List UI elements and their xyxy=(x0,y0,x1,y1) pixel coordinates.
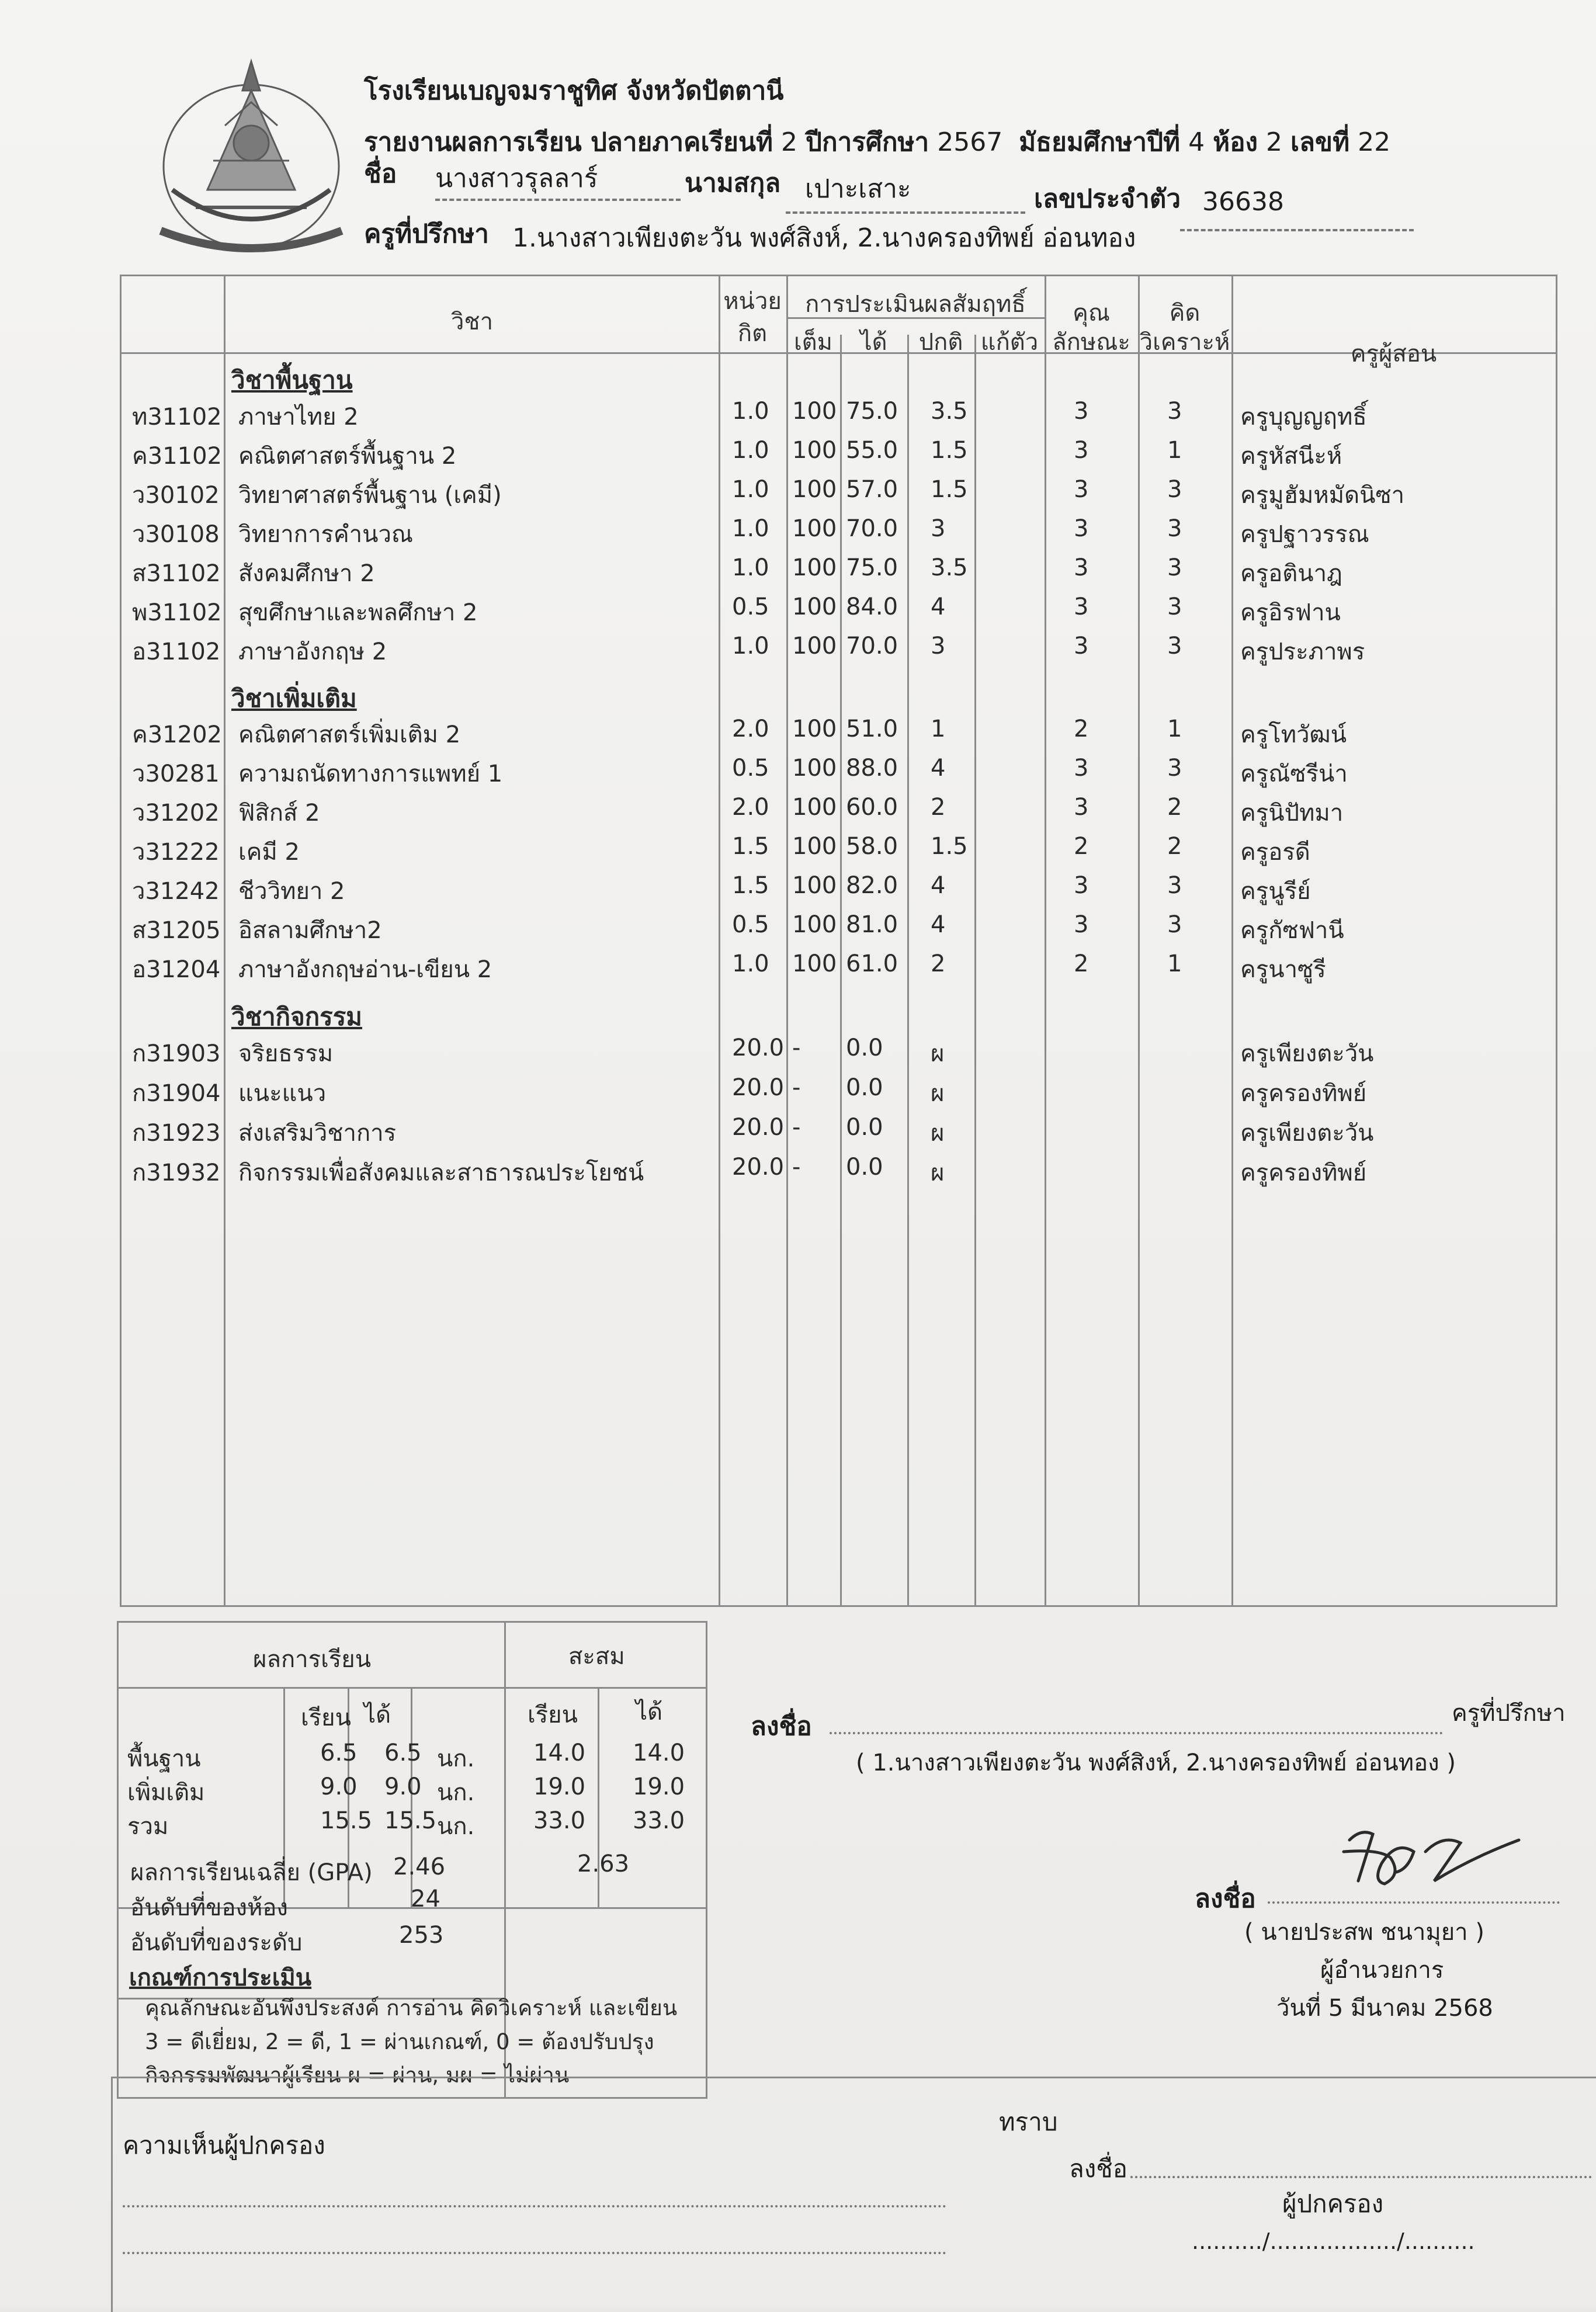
grade: 3 xyxy=(931,515,946,542)
score: 81.0 xyxy=(846,911,898,938)
rank-room-label: อันดับที่ของห้อง xyxy=(130,1894,288,1921)
characteristic-rating: 3 xyxy=(1074,872,1089,899)
table-row xyxy=(122,872,1556,911)
table-row xyxy=(122,716,1556,754)
credit: 1.0 xyxy=(732,476,769,503)
thinking-rating: 3 xyxy=(1167,911,1182,938)
col-think-1: คิด xyxy=(1169,300,1201,327)
subject-name: ภาษาไทย 2 xyxy=(238,404,359,431)
student-number: 22 xyxy=(1358,127,1391,157)
summary-row-label: เพิ่มเติม xyxy=(127,1779,205,1806)
teacher-name: ครูหัสนีะห์ xyxy=(1240,443,1342,470)
full-score: 100 xyxy=(792,515,837,542)
teacher-name: ครูเพียงตะวัน xyxy=(1240,1120,1374,1147)
credit: 0.5 xyxy=(732,593,769,620)
characteristic-rating: 3 xyxy=(1074,437,1089,464)
parent-role: ผู้ปกครอง xyxy=(1282,2189,1384,2218)
thinking-rating: 1 xyxy=(1167,950,1182,977)
director-sign-label: ลงชื่อ xyxy=(1195,1884,1256,1914)
school-name: โรงเรียนเบญจมราชูทิศ จังหวัดปัตตานี xyxy=(364,76,784,106)
full-score: 100 xyxy=(792,872,837,899)
full-score: 100 xyxy=(792,398,837,425)
col-full: เต็ม xyxy=(793,329,832,356)
number-label: เลขที่ xyxy=(1290,127,1350,157)
credit: 20.0 xyxy=(732,1114,785,1141)
thinking-rating: 3 xyxy=(1167,515,1182,542)
advisor-sign-names: ( 1.นางสาวเพียงตะวัน พงศ์สิงห์, 2.นางครองทิพย์ อ่อนทอง ) xyxy=(856,1749,1456,1776)
subject-code: ส31102 xyxy=(132,560,221,587)
grades-table xyxy=(120,275,1557,1607)
summary-cum-study: 19.0 xyxy=(533,1773,586,1800)
student-surname: เปาะเสาะ xyxy=(805,174,911,204)
grade: 2 xyxy=(931,950,946,977)
surname-dotline xyxy=(786,211,1025,214)
year-label: ปีการศึกษา xyxy=(806,127,929,157)
room: 2 xyxy=(1265,127,1282,157)
subject-code: อ31102 xyxy=(132,638,221,665)
table-row xyxy=(122,950,1556,989)
result-label: ผลการเรียน xyxy=(253,1646,372,1673)
grade: 2 xyxy=(931,794,946,821)
subject-code: ว31222 xyxy=(132,839,220,866)
teacher-name: ครูเพียงตะวัน xyxy=(1240,1040,1374,1067)
full-score: - xyxy=(792,1035,801,1061)
opinion-line-2[interactable] xyxy=(123,2252,946,2254)
characteristic-rating: 3 xyxy=(1074,398,1089,425)
criteria-title: เกณฑ์การประเมิน xyxy=(129,1964,312,1991)
credit: 1.0 xyxy=(732,437,769,464)
opinion-line-1[interactable] xyxy=(123,2205,946,2207)
credit: 1.0 xyxy=(732,950,769,977)
thinking-rating: 3 xyxy=(1167,398,1182,425)
summary-study: 9.0 xyxy=(320,1773,358,1800)
score: 70.0 xyxy=(846,515,898,542)
report-title xyxy=(364,121,1390,162)
teacher-name: ครูครองทิพย์ xyxy=(1240,1080,1367,1107)
grade: 1.5 xyxy=(931,437,968,464)
grade: 4 xyxy=(931,911,946,938)
room-label: ห้อง xyxy=(1213,127,1258,157)
subject-name: คณิตศาสตร์เพิ่มเติม 2 xyxy=(238,721,461,748)
summary-got: 15.5 xyxy=(384,1807,437,1834)
section-additional: วิชาเพิ่มเติม xyxy=(231,684,357,713)
teacher-name: ครูกัซฟานี xyxy=(1240,917,1344,944)
table-row xyxy=(122,515,1556,554)
col-char-2: ลักษณะ xyxy=(1052,329,1130,356)
grade: 1 xyxy=(931,716,946,742)
summary-line xyxy=(119,1687,706,1689)
table-row xyxy=(122,794,1556,832)
subject-name: กิจกรรมเพื่อสังคมและสาธารณประโยชน์ xyxy=(238,1160,644,1186)
advisor-sign-line xyxy=(830,1732,1443,1734)
subject-code: ค31202 xyxy=(132,721,223,748)
parent-sign-label: ลงชื่อ xyxy=(1069,2154,1127,2183)
subject-code: อ31204 xyxy=(132,956,221,983)
characteristic-rating: 3 xyxy=(1074,633,1089,659)
thinking-rating: 3 xyxy=(1167,476,1182,503)
teacher-name: ครูอิรฟาน xyxy=(1240,599,1341,626)
characteristic-rating: 3 xyxy=(1074,476,1089,503)
table-row xyxy=(122,476,1556,515)
subject-name: ภาษาอังกฤษอ่าน-เขียน 2 xyxy=(238,956,492,983)
summary-cum-study: 33.0 xyxy=(533,1807,586,1834)
full-score: - xyxy=(792,1074,801,1101)
credit: 1.0 xyxy=(732,554,769,581)
characteristic-rating: 2 xyxy=(1074,833,1089,860)
study-header: เรียน xyxy=(301,1705,351,1731)
credit: 20.0 xyxy=(732,1035,785,1061)
full-score: 100 xyxy=(792,911,837,938)
director-sign-line xyxy=(1268,1901,1560,1904)
col-think-2: วิเคราะห์ xyxy=(1139,329,1230,356)
grade: 1.5 xyxy=(931,833,968,860)
parent-sign-line[interactable] xyxy=(1130,2176,1592,2178)
full-score: 100 xyxy=(792,476,837,503)
credit: 20.0 xyxy=(732,1074,785,1101)
subject-name: สังคมศึกษา 2 xyxy=(238,560,375,587)
teacher-name: ครูโทวัฒน์ xyxy=(1240,721,1347,748)
grade: 4 xyxy=(931,872,946,899)
score: 0.0 xyxy=(846,1154,883,1181)
characteristic-rating: 3 xyxy=(1074,911,1089,938)
surname-label: นามสกุล xyxy=(685,168,781,198)
cumulative-label: สะสม xyxy=(568,1643,625,1670)
score: 70.0 xyxy=(846,633,898,659)
grade: ผ xyxy=(931,1080,945,1107)
thinking-rating: 2 xyxy=(1167,794,1182,821)
table-row xyxy=(122,633,1556,671)
grade: 3.5 xyxy=(931,554,968,581)
subject-name: วิทยาศาสตร์พื้นฐาน (เคมี) xyxy=(238,482,502,509)
col-credit-1: หน่วย xyxy=(723,288,782,315)
subject-code: ว30102 xyxy=(132,482,220,509)
table-row xyxy=(122,593,1556,632)
summary-row-label: พื้นฐาน xyxy=(127,1745,201,1772)
subject-code: ก31904 xyxy=(132,1080,221,1107)
credit: 1.0 xyxy=(732,398,769,425)
parent-ack: ทราบ xyxy=(999,2108,1058,2136)
col-normal: ปกติ xyxy=(918,329,963,356)
id-dotline xyxy=(1180,229,1414,231)
criteria-line-2: 3 = ดีเยี่ยม, 2 = ดี, 1 = ผ่านเกณฑ์, 0 = ต้องปรับปรุง xyxy=(145,2029,654,2054)
table-row xyxy=(122,1154,1556,1192)
subject-name: ฟิสิกส์ 2 xyxy=(238,800,320,827)
characteristic-rating: 3 xyxy=(1074,593,1089,620)
teacher-name: ครูบุญญฤทธิ์ xyxy=(1240,404,1367,431)
subject-name: ความถนัดทางการแพทย์ 1 xyxy=(238,761,503,787)
subject-name: แนะแนว xyxy=(238,1080,327,1107)
full-score: 100 xyxy=(792,554,837,581)
teacher-name: ครูครองทิพย์ xyxy=(1240,1160,1367,1186)
advisor-names: 1.นางสาวเพียงตะวัน พงศ์สิงห์, 2.นางครองทิพย์ อ่อนทอง xyxy=(512,223,1136,253)
thinking-rating: 2 xyxy=(1167,833,1182,860)
section-basic: วิชาพื้นฐาน xyxy=(231,366,353,394)
teacher-name: ครูอรดี xyxy=(1240,839,1310,866)
class-label: มัธยมศึกษาปีที่ xyxy=(1019,127,1181,157)
score: 84.0 xyxy=(846,593,898,620)
col-teacher: ครูผู้สอน xyxy=(1350,341,1437,367)
school-logo xyxy=(126,55,383,254)
score: 58.0 xyxy=(846,833,898,860)
full-score: 100 xyxy=(792,950,837,977)
director-name: ( นายประสพ ชนามุยา ) xyxy=(1244,1919,1484,1946)
summary-study: 6.5 xyxy=(320,1740,358,1766)
subject-code: ก31932 xyxy=(132,1160,221,1186)
characteristic-rating: 2 xyxy=(1074,716,1089,742)
full-score: 100 xyxy=(792,833,837,860)
col-char-1: คุณ xyxy=(1073,300,1110,327)
full-score: 100 xyxy=(792,755,837,782)
score: 57.0 xyxy=(846,476,898,503)
score: 55.0 xyxy=(846,437,898,464)
characteristic-rating: 3 xyxy=(1074,515,1089,542)
name-dotline xyxy=(435,199,681,201)
teacher-name: ครูนูรีย์ xyxy=(1240,878,1311,905)
score: 61.0 xyxy=(846,950,898,977)
subject-name: เคมี 2 xyxy=(238,839,300,866)
semester: 2 xyxy=(781,127,798,157)
subject-code: ค31102 xyxy=(132,443,223,470)
advisor-role: ครูที่ปรึกษา xyxy=(1452,1700,1566,1727)
score: 0.0 xyxy=(846,1074,883,1101)
score: 88.0 xyxy=(846,755,898,782)
rank-room-value: 24 xyxy=(411,1886,440,1912)
thinking-rating: 3 xyxy=(1167,633,1182,659)
gpa-value: 2.46 xyxy=(393,1853,446,1880)
teacher-name: ครูปฐาวรรณ xyxy=(1240,521,1369,548)
subject-name: จริยธรรม xyxy=(238,1040,334,1067)
credit: 1.0 xyxy=(732,633,769,659)
table-row xyxy=(122,554,1556,593)
grade: ผ xyxy=(931,1160,945,1186)
subject-name: วิทยาการคำนวณ xyxy=(238,521,414,548)
credit: 2.0 xyxy=(732,716,769,742)
table-row xyxy=(122,911,1556,950)
credit: 1.5 xyxy=(732,872,769,899)
full-score: - xyxy=(792,1154,801,1181)
subject-code: พ31102 xyxy=(132,599,222,626)
teacher-name: ครูมูฮัมหมัดนิซา xyxy=(1240,482,1405,509)
characteristic-rating: 3 xyxy=(1074,554,1089,581)
summary-cum-study: 14.0 xyxy=(533,1740,586,1766)
summary-cum-got: 33.0 xyxy=(633,1807,685,1834)
table-row xyxy=(122,1114,1556,1152)
director-role: ผู้อำนวยการ xyxy=(1320,1957,1444,1984)
teacher-name: ครูนิปัทมา xyxy=(1240,800,1344,827)
credit: 1.0 xyxy=(732,515,769,542)
grade: ผ xyxy=(931,1120,945,1147)
summary-unit: นก. xyxy=(437,1779,475,1806)
col-subject: วิชา xyxy=(450,308,494,335)
subject-name: คณิตศาสตร์พื้นฐาน 2 xyxy=(238,443,457,470)
table-row xyxy=(122,755,1556,793)
summary-study: 15.5 xyxy=(320,1807,373,1834)
full-score: 100 xyxy=(792,593,837,620)
subject-name: อิสลามศึกษา2 xyxy=(238,917,382,944)
summary-cum-got: 14.0 xyxy=(633,1740,685,1766)
credit: 0.5 xyxy=(732,755,769,782)
grade: 4 xyxy=(931,755,946,782)
credit: 1.5 xyxy=(732,833,769,860)
grade: ผ xyxy=(931,1040,945,1067)
score: 75.0 xyxy=(846,398,898,425)
teacher-name: ครูนาซูรี xyxy=(1240,956,1326,983)
student-name: นางสาวรุลลาร์ xyxy=(435,164,598,193)
id-label: เลขประจำตัว xyxy=(1034,184,1181,214)
col-fix: แก้ตัว xyxy=(980,329,1039,356)
score: 82.0 xyxy=(846,872,898,899)
full-score: 100 xyxy=(792,794,837,821)
criteria-line-1: คุณลักษณะอันพึงประสงค์ การอ่าน คิดวิเคราะห์ และเขียน xyxy=(145,1995,678,2021)
subject-code: ก31903 xyxy=(132,1040,221,1067)
table-row xyxy=(122,1074,1556,1113)
cum-got-header: ได้ xyxy=(636,1699,663,1726)
subject-code: ว30281 xyxy=(132,761,220,787)
cum-gpa-value: 2.63 xyxy=(577,1851,630,1877)
col-got: ได้ xyxy=(860,329,887,356)
grade: 3.5 xyxy=(931,398,968,425)
score: 0.0 xyxy=(846,1114,883,1141)
parent-date: ........../................../.......... xyxy=(1192,2228,1475,2254)
grade: 3 xyxy=(931,633,946,659)
subject-name: สุขศึกษาและพลศึกษา 2 xyxy=(238,599,478,626)
thinking-rating: 3 xyxy=(1167,755,1182,782)
thinking-rating: 1 xyxy=(1167,716,1182,742)
subject-code: ก31923 xyxy=(132,1120,221,1147)
rank-level-label: อันดับที่ของระดับ xyxy=(130,1929,303,1956)
teacher-name: ครูณัซรีน่า xyxy=(1240,761,1348,787)
subject-code: ว31242 xyxy=(132,878,220,905)
rank-level-value: 253 xyxy=(399,1922,444,1949)
student-id: 36638 xyxy=(1202,187,1284,217)
parent-opinion-label: ความเห็นผู้ปกครอง xyxy=(123,2131,325,2160)
score: 60.0 xyxy=(846,794,898,821)
full-score: 100 xyxy=(792,716,837,742)
score: 75.0 xyxy=(846,554,898,581)
summary-got: 6.5 xyxy=(384,1740,422,1766)
subject-name: ชีววิทยา 2 xyxy=(238,878,345,905)
grade: 4 xyxy=(1188,127,1205,157)
summary-cum-got: 19.0 xyxy=(633,1773,685,1800)
thinking-rating: 3 xyxy=(1167,593,1182,620)
gpa-label: ผลการเรียนเฉลี่ย (GPA) xyxy=(130,1859,373,1886)
advisor-sign-label: ลงชื่อ xyxy=(751,1712,812,1741)
subject-code: ท31102 xyxy=(132,404,222,431)
teacher-name: ครูประภาพร xyxy=(1240,638,1365,665)
col-assessment: การประเมินผลสัมฤทธิ์ xyxy=(805,291,1026,318)
director-signature xyxy=(1326,1817,1525,1893)
subject-code: ว31202 xyxy=(132,800,220,827)
year: 2567 xyxy=(937,127,1003,157)
table-row xyxy=(122,833,1556,872)
table-row xyxy=(122,1035,1556,1073)
cum-study-header: เรียน xyxy=(528,1702,578,1728)
section-activity: วิชากิจกรรม xyxy=(231,1002,362,1031)
grade: 1.5 xyxy=(931,476,968,503)
thinking-rating: 3 xyxy=(1167,872,1182,899)
score: 0.0 xyxy=(846,1035,883,1061)
summary-unit: นก. xyxy=(437,1745,475,1772)
summary-table xyxy=(117,1621,707,2099)
characteristic-rating: 3 xyxy=(1074,794,1089,821)
table-row xyxy=(122,437,1556,475)
teacher-name: ครูอตินาฎ xyxy=(1240,560,1342,587)
characteristic-rating: 2 xyxy=(1074,950,1089,977)
full-score: 100 xyxy=(792,437,837,464)
col-credit-2: กิต xyxy=(737,320,768,347)
credit: 2.0 xyxy=(732,794,769,821)
grade: 4 xyxy=(931,593,946,620)
subject-code: ส31205 xyxy=(132,917,221,944)
name-label: ชื่อ xyxy=(364,159,397,189)
got-header: ได้ xyxy=(364,1702,391,1728)
characteristic-rating: 3 xyxy=(1074,755,1089,782)
subject-name: ส่งเสริมวิชาการ xyxy=(238,1120,397,1147)
criteria-line-3: กิจกรรมพัฒนาผู้เรียน ผ = ผ่าน, มผ = ไม่ผ่าน xyxy=(145,2063,570,2088)
report-prefix: รายงานผลการเรียน ปลายภาคเรียนที่ xyxy=(364,127,773,157)
advisor-label: ครูที่ปรึกษา xyxy=(364,219,489,249)
table-row xyxy=(122,398,1556,436)
thinking-rating: 3 xyxy=(1167,554,1182,581)
full-score: - xyxy=(792,1114,801,1141)
full-score: 100 xyxy=(792,633,837,659)
summary-row-label: รวม xyxy=(127,1813,169,1840)
score: 51.0 xyxy=(846,716,898,742)
credit: 0.5 xyxy=(732,911,769,938)
sign-date: วันที่ 5 มีนาคม 2568 xyxy=(1276,1995,1493,2022)
subject-name: ภาษาอังกฤษ 2 xyxy=(238,638,387,665)
thinking-rating: 1 xyxy=(1167,437,1182,464)
subject-code: ว30108 xyxy=(132,521,220,548)
summary-got: 9.0 xyxy=(384,1773,422,1800)
summary-unit: นก. xyxy=(437,1813,475,1840)
credit: 20.0 xyxy=(732,1154,785,1181)
